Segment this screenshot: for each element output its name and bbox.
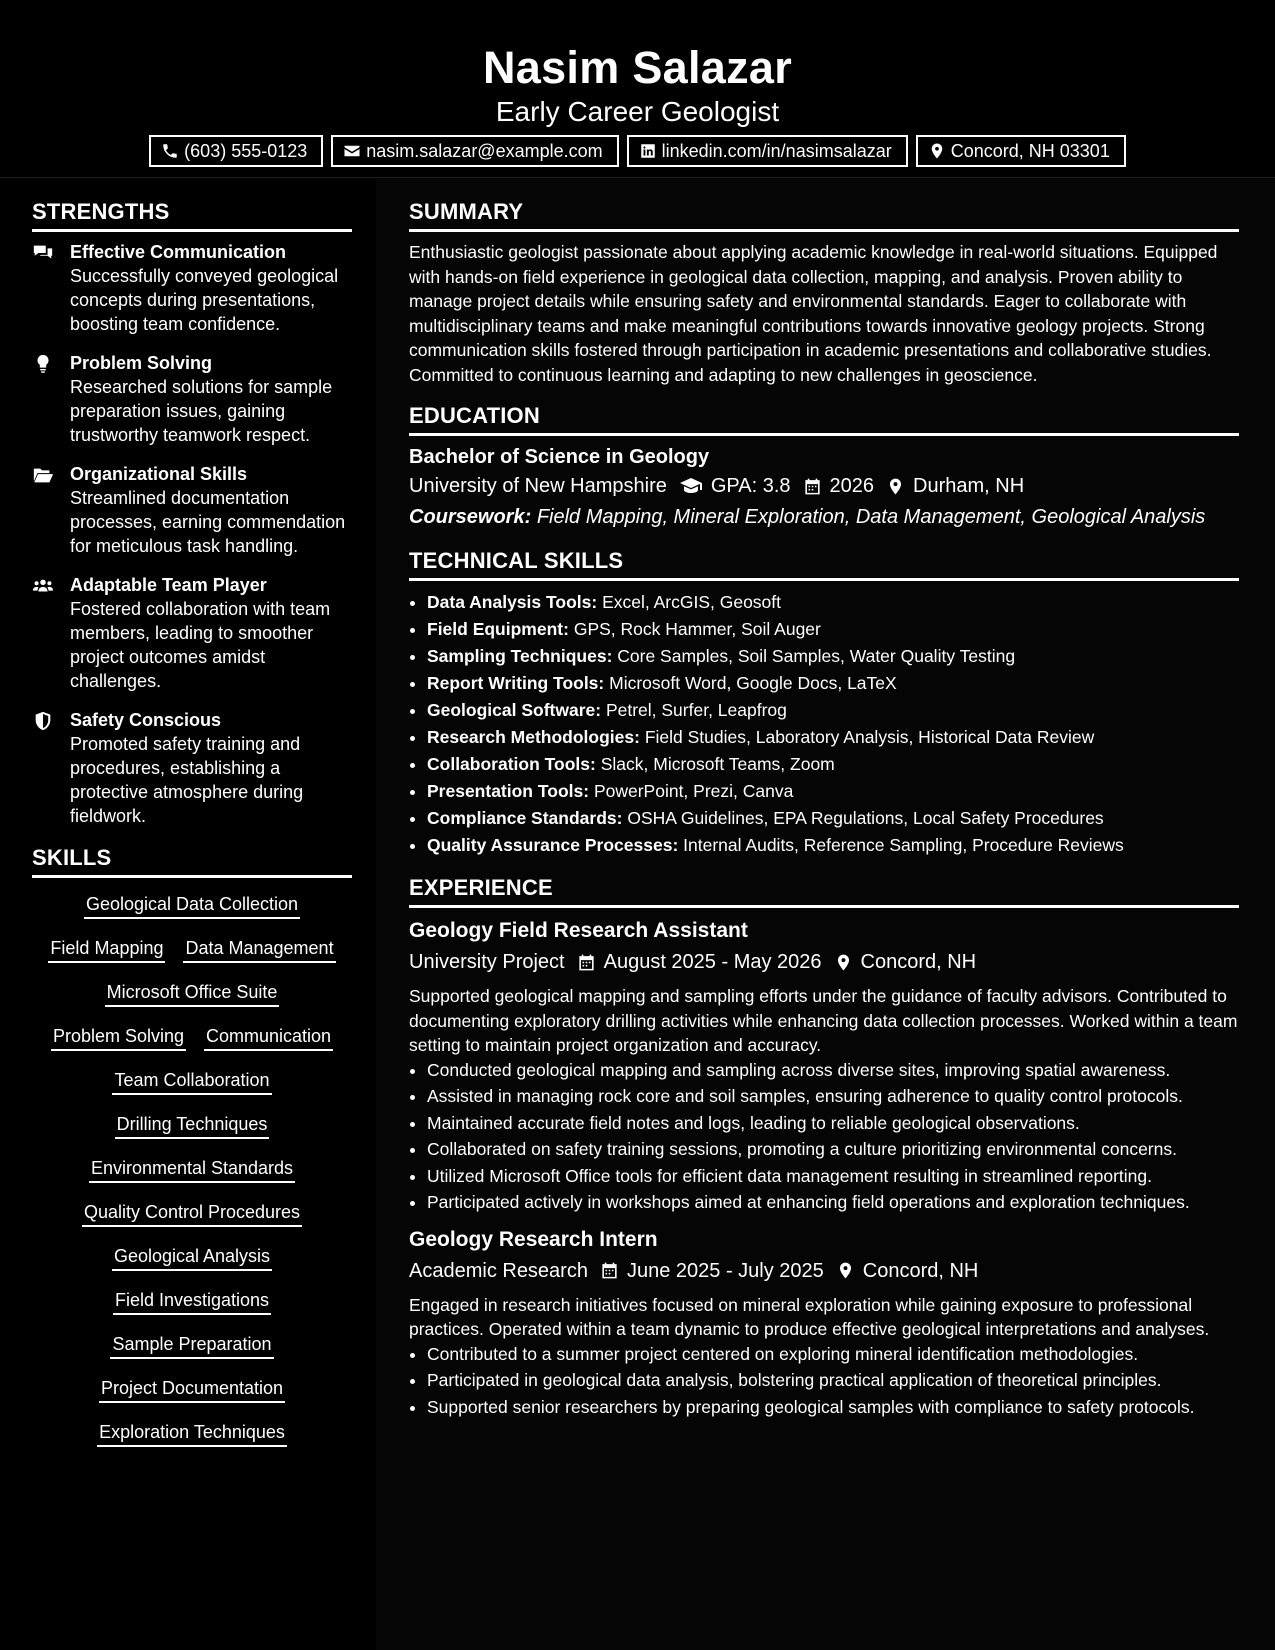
strength-name: Organizational Skills	[70, 464, 248, 484]
technical-skills-heading: TECHNICAL SKILLS	[409, 546, 1239, 581]
strength-name: Adaptable Team Player	[70, 575, 267, 595]
candidate-title: Early Career Geologist	[495, 96, 780, 127]
job-location: Concord, NH	[860, 951, 977, 973]
map-pin-icon	[928, 142, 946, 160]
job-bullet: • Assisted in managing rock core and soil samples, ensuring adherence to quality control protocols.	[427, 1084, 1239, 1109]
tech-skill-item	[427, 832, 1239, 859]
tech-skill-item	[427, 616, 1239, 643]
tech-skill-label: Data Analysis Tools:	[427, 592, 598, 612]
skill-chip: Communication	[204, 1024, 333, 1051]
skill-chip: Microsoft Office Suite	[105, 980, 280, 1007]
job-bullet: • Utilized Microsoft Office tools for efficient data management resulting in streamlined reporting.	[427, 1164, 1239, 1189]
folder-open-icon	[32, 462, 70, 558]
tech-skill-label: Report Writing Tools:	[427, 673, 605, 693]
coursework-label: Coursework:	[409, 506, 532, 528]
tech-skill-item	[427, 589, 1239, 616]
job-bullet: • Collaborated on safety training sessions, promoting a culture prioritizing environmental concerns.	[427, 1137, 1239, 1162]
tech-skill-value: GPS, Rock Hammer, Soil Auger	[573, 619, 821, 639]
contact-linkedin[interactable]	[627, 135, 908, 167]
users-icon	[32, 573, 70, 693]
contact-location[interactable]	[916, 135, 1126, 167]
education-section	[409, 401, 1239, 532]
job-entry	[409, 916, 1239, 1215]
skill-chip: Field Mapping	[48, 936, 165, 963]
shield-icon	[32, 708, 70, 828]
strength-desc: Fostered collaboration with team members, leading to smoother project outcomes amidst challenges.	[70, 599, 331, 691]
right-column	[376, 178, 1275, 1650]
experience-heading: EXPERIENCE	[409, 873, 1239, 908]
tech-skill-label: Compliance Standards:	[427, 808, 623, 828]
strength-item	[32, 462, 352, 558]
skill-chip: Quality Control Procedures	[82, 1200, 302, 1227]
skill-chip: Environmental Standards	[89, 1156, 295, 1183]
tech-skill-value: Slack, Microsoft Teams, Zoom	[600, 754, 835, 774]
strength-name: Effective Communication	[70, 242, 287, 262]
tech-skill-value: OSHA Guidelines, EPA Regulations, Local Safety Procedures	[627, 808, 1104, 828]
skill-chip: Exploration Techniques	[97, 1420, 287, 1447]
skill-chip: Geological Data Collection	[84, 892, 300, 919]
technical-skills-list	[409, 589, 1239, 859]
email-text: nasim.salazar@example.com	[366, 141, 603, 161]
tech-skill-item	[427, 751, 1239, 778]
calendar-icon	[791, 477, 830, 496]
skill-chip: Geological Analysis	[112, 1244, 272, 1271]
tech-skill-item	[427, 697, 1239, 724]
skill-chip: Sample Preparation	[110, 1332, 273, 1359]
contact-email[interactable]	[331, 135, 618, 167]
job-dates: August 2025 - May 2026	[603, 951, 822, 973]
tech-skill-value: Microsoft Word, Google Docs, LaTeX	[609, 673, 897, 693]
job-bullets	[409, 1058, 1239, 1215]
comments-icon	[32, 240, 70, 336]
phone-text: (603) 555-0123	[184, 141, 308, 161]
contact-phone[interactable]	[149, 135, 323, 167]
tech-skill-value: Field Studies, Laboratory Analysis, Historical Data Review	[644, 727, 1095, 747]
left-column	[0, 178, 376, 1650]
job-location: Concord, NH	[862, 1259, 979, 1282]
job-bullet: • Participated in geological data analysis, bolstering practical application of theoretical principles.	[427, 1368, 1239, 1393]
tech-skill-item	[427, 805, 1239, 832]
strength-item	[32, 240, 352, 336]
tech-skill-label: Geological Software:	[427, 700, 602, 720]
tech-skill-value: Core Samples, Soil Samples, Water Quality Testing	[617, 646, 1016, 666]
job-org: University Project	[409, 951, 565, 973]
job-summary: Engaged in research initiatives focused on mineral exploration while gaining exposure to professional practices. Operated within a team dynamic to produce effective geological interpretations and analyses.	[409, 1294, 1210, 1339]
job-entry	[409, 1225, 1239, 1420]
resume-header	[0, 0, 1275, 178]
tech-skill-label: Field Equipment:	[427, 619, 569, 639]
tech-skill-label: Quality Assurance Processes:	[427, 835, 679, 855]
phone-icon	[161, 142, 179, 160]
envelope-icon	[343, 142, 361, 160]
tech-skill-label: Research Methodologies:	[427, 727, 640, 747]
tech-skill-value: Petrel, Surfer, Leapfrog	[605, 700, 787, 720]
strength-item	[32, 573, 352, 693]
tech-skill-value: Excel, ArcGIS, Geosoft	[602, 592, 782, 612]
degree-title: Bachelor of Science in Geology	[409, 446, 710, 468]
skill-chip: Project Documentation	[99, 1376, 285, 1403]
job-bullet: • Contributed to a summer project centered on exploring mineral identification methodologies.	[427, 1342, 1239, 1367]
lightbulb-icon	[32, 351, 70, 447]
tech-skill-value: Internal Audits, Reference Sampling, Procedure Reviews	[683, 835, 1124, 855]
tech-skill-item	[427, 778, 1239, 805]
skill-chip: Team Collaboration	[112, 1068, 271, 1095]
job-bullet: • Supported senior researchers by preparing geological samples with compliance to safety protocols.	[427, 1395, 1239, 1420]
tech-skill-item	[427, 724, 1239, 751]
job-title: Geology Research Intern	[409, 1227, 658, 1251]
strength-desc: Successfully conveyed geological concepts during presentations, boosting team confidence.	[70, 266, 339, 334]
skill-chip: Field Investigations	[113, 1288, 271, 1315]
education-heading: EDUCATION	[409, 401, 1239, 436]
linkedin-icon	[639, 142, 657, 160]
skill-chips	[32, 886, 352, 1464]
strength-desc: Streamlined documentation processes, earning commendation for meticulous task handling.	[70, 488, 346, 556]
summary-text: Enthusiastic geologist passionate about applying academic knowledge in real-world situations. Equipped with hands-on field experience in geological data collection, mapping, and analysis. Proven ability to manage project details while ensuring safety and environmental standards. Eager to collaborate with multidisciplinary teams and make meaningful contributions towards innovative geology projects. Strong communication skills fostered through participation in academic presentations and collaborative studies. Committed to continuous learning and adapting to new challenges in geoscience.	[409, 242, 1218, 385]
coursework-list: Field Mapping, Mineral Exploration, Data Management, Geological Analysis	[536, 506, 1206, 528]
map-pin-icon	[874, 477, 913, 496]
skills-section	[32, 843, 352, 1464]
skill-chip: Problem Solving	[51, 1024, 186, 1051]
technical-skills-section	[409, 546, 1239, 859]
location-text: Concord, NH 03301	[950, 141, 1110, 161]
strength-name: Problem Solving	[70, 353, 213, 373]
tech-skill-label: Presentation Tools:	[427, 781, 590, 801]
candidate-name: Nasim Salazar	[482, 42, 793, 93]
summary-section	[409, 197, 1239, 387]
job-meta	[409, 1255, 1239, 1287]
strength-desc: Promoted safety training and procedures, establishing a protective atmosphere during fieldwork.	[70, 734, 304, 826]
strengths-heading: STRENGTHS	[32, 197, 352, 232]
calendar-icon	[588, 1261, 627, 1280]
job-bullet: • Conducted geological mapping and sampling across diverse sites, improving spatial awareness.	[427, 1058, 1239, 1083]
job-bullet: • Maintained accurate field notes and logs, leading to reliable geological observations.	[427, 1111, 1239, 1136]
coursework	[409, 502, 1239, 532]
skills-heading: SKILLS	[32, 843, 352, 878]
job-bullets	[409, 1342, 1239, 1420]
experience-section	[409, 873, 1239, 1419]
linkedin-text: linkedin.com/in/nasimsalazar	[661, 141, 892, 161]
calendar-icon	[565, 953, 604, 972]
job-dates: June 2025 - July 2025	[626, 1259, 824, 1282]
education-location: Durham, NH	[913, 475, 1025, 497]
strength-item	[32, 351, 352, 447]
map-pin-icon	[824, 1261, 863, 1280]
tech-skill-label: Collaboration Tools:	[427, 754, 596, 774]
tech-skill-item	[427, 670, 1239, 697]
job-summary: Supported geological mapping and sampling efforts under the guidance of faculty advisors. Contributed to documenting exploratory drilling activities while enhancing data collection processes. Worked within a team setting to maintain project organization and accuracy.	[409, 986, 1238, 1055]
strength-name: Safety Conscious	[70, 710, 222, 730]
job-org: Academic Research	[409, 1259, 588, 1282]
graduation-cap-icon	[667, 474, 711, 498]
graduation-year: 2026	[829, 475, 875, 497]
job-meta	[409, 946, 1239, 978]
job-title: Geology Field Research Assistant	[409, 919, 748, 942]
gpa: GPA: 3.8	[710, 475, 791, 497]
contact-bar	[0, 135, 1275, 167]
map-pin-icon	[822, 953, 861, 972]
skill-chip: Data Management	[183, 936, 335, 963]
education-meta	[409, 470, 1239, 502]
summary-heading: SUMMARY	[409, 197, 1239, 232]
tech-skill-value: PowerPoint, Prezi, Canva	[593, 781, 794, 801]
job-bullet: • Participated actively in workshops aimed at enhancing field operations and exploration techniques.	[427, 1190, 1239, 1215]
tech-skill-item	[427, 643, 1239, 670]
strength-item	[32, 708, 352, 828]
tech-skill-label: Sampling Techniques:	[427, 646, 613, 666]
skill-chip: Drilling Techniques	[115, 1112, 270, 1139]
strength-desc: Researched solutions for sample preparation issues, gaining trustworthy teamwork respect.	[70, 377, 333, 445]
school-name: University of New Hampshire	[409, 475, 667, 497]
